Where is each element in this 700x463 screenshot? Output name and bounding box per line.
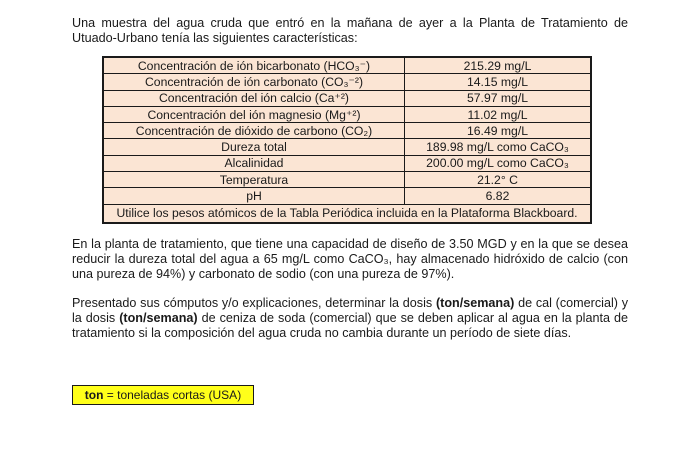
property-label: Concentración del ión calcio (Ca⁺²) <box>104 90 405 106</box>
property-label: Concentración de dióxido de carbono (CO₂) <box>104 123 405 139</box>
treatment-plant-paragraph: En la planta de tratamiento, que tiene una capacidad de diseño de 3.50 MGD y en la que se desea reducir la dureza total del agua a 65 mg/L como CaCO₃, hay almacenado hidróxido de calcio (con una pureza de 94%) y carbonato de sodio (con una pureza de 97%). <box>72 237 628 282</box>
table-row <box>104 90 590 106</box>
property-value: 21.2° C <box>405 172 591 188</box>
property-label: Temperatura <box>104 172 405 188</box>
task-text-2: de cal (comercial) y la dosis <box>72 296 628 326</box>
property-label: Concentración del ión magnesio (Mg⁺²) <box>104 106 405 122</box>
property-value: 189.98 mg/L como CaCO₃ <box>405 139 591 155</box>
table-row <box>104 139 590 155</box>
property-label: pH <box>104 188 405 204</box>
table-row <box>104 58 590 74</box>
table-row <box>104 74 590 90</box>
property-label: Concentración de ión carbonato (CO₃⁻²) <box>104 74 405 90</box>
property-value: 14.15 mg/L <box>405 74 591 90</box>
table-row <box>104 106 590 122</box>
table-footnote: Utilice los pesos atómicos de la Tabla Periódica incluida en la Plataforma Blackboard. <box>104 204 590 222</box>
task-unit-2: (ton/semana) <box>119 311 198 326</box>
task-text-3: de ceniza de soda (comercial) que se deben aplicar al agua en la planta de tratamiento si la composición del agua cruda no cambia durante un período de siete días. <box>72 311 629 341</box>
table-row <box>104 172 590 188</box>
table-row <box>104 188 590 204</box>
task-unit-1: (ton/semana) <box>435 296 515 310</box>
property-label: Dureza total <box>104 139 405 155</box>
property-value: 16.49 mg/L <box>405 123 591 139</box>
intro-paragraph: Una muestra del agua cruda que entró en la mañana de ayer a la Planta de Tratamiento de Utuado-Urbano tenía las siguientes características: <box>72 16 628 45</box>
property-label: Alcalinidad <box>104 155 405 171</box>
water-characteristics-table <box>102 56 592 224</box>
property-value: 215.29 mg/L <box>405 58 591 74</box>
table-footnote-row <box>104 204 590 222</box>
units-note <box>72 385 254 405</box>
units-note-definition: = toneladas cortas (USA) <box>103 388 242 402</box>
table-row <box>104 155 590 171</box>
property-value: 200.00 mg/L como CaCO₃ <box>405 155 591 171</box>
property-value: 6.82 <box>405 188 591 204</box>
property-value: 57.97 mg/L <box>405 90 591 106</box>
task-paragraph <box>72 296 628 342</box>
property-label: Concentración de ión bicarbonato (HCO₃⁻) <box>104 58 405 74</box>
property-value: 11.02 mg/L <box>405 106 591 122</box>
task-text-1: Presentado sus cómputos y/o explicaciones, determinar la dosis <box>72 296 436 310</box>
units-note-term: ton <box>84 388 104 402</box>
table-row <box>104 123 590 139</box>
properties-table <box>104 58 590 222</box>
